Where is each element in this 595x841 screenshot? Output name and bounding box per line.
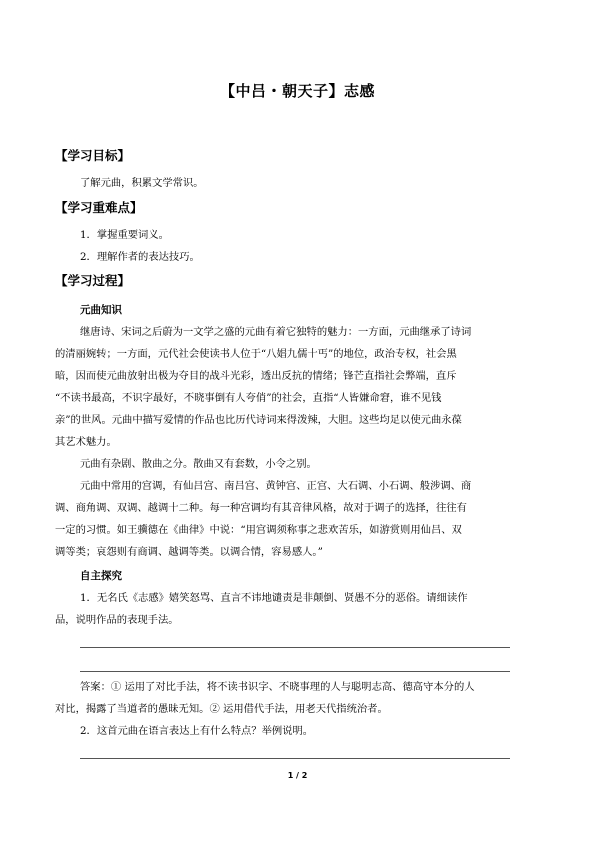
- question-2: 2．这首元曲在语言表达上有什么特点？举例说明。: [80, 725, 314, 737]
- paragraph-line: 继唐诗、宋词之后蔚为一文学之盛的元曲有着它独特的魅力：一方面，元曲继承了诗词: [80, 326, 472, 338]
- page-number: 1 / 2: [287, 771, 308, 780]
- paragraph-line: 亲”的世风。元曲中描写爱情的作品也比历代诗词来得泼辣，大胆。这些均足以使元曲永葆: [55, 414, 462, 426]
- paragraph-line: “不读书最高，不识字最好，不晓事倒有人夸俏”的社会，直指“人皆嫌命窘，谁不见钱: [55, 392, 442, 404]
- key-item-1: 1．掌握重要词义。: [80, 229, 169, 241]
- section-heading-process: 【学习过程】: [55, 273, 131, 288]
- paragraph-line: 的清丽婉转；一方面，元代社会使读书人位于“八娼九儒十丐”的地位，政治专权，社会黑: [55, 348, 457, 360]
- page-title: 【中吕・朝天子】志感: [219, 82, 375, 100]
- answer-blank-line: [80, 647, 510, 648]
- subheading-knowledge: 元曲知识: [80, 304, 122, 316]
- paragraph-line: 其艺术魅力。: [55, 436, 117, 448]
- section-heading-goal: 【学习目标】: [55, 148, 131, 163]
- answer-blank-line: [80, 758, 510, 759]
- subheading-explore: 自主探究: [80, 570, 122, 582]
- paragraph-line: 调等类；哀怨则有商调、越调等类。以调合情，容易感人。”: [55, 546, 323, 558]
- question-1-line: 品，说明作品的表现手法。: [55, 614, 179, 626]
- answer-line: 答案：① 运用了对比手法，将不读书识字、不晓事理的人与聪明志高、德高守本分的人: [80, 681, 475, 693]
- paragraph-line: 元曲中常用的宫调，有仙吕宫、南吕宫、黄钟宫、正宫、大石调、小石调、般涉调、商: [80, 480, 472, 492]
- goal-text: 了解元曲，积累文学常识。: [80, 177, 204, 189]
- paragraph-line: 一定的习惯。如王骥德在《曲律》中说：“用宫调须称事之悲欢苦乐，如游赏则用仙吕、双: [55, 524, 462, 536]
- paragraph-line: 暗，因而使元曲放射出极为夺目的战斗光彩，透出反抗的情绪；锋芒直指社会弊端，直斥: [55, 370, 457, 382]
- key-item-2: 2．理解作者的表达技巧。: [80, 251, 200, 263]
- section-heading-key-points: 【学习重难点】: [55, 200, 143, 215]
- question-1-line: 1．无名氏《志感》嬉笑怒骂、直言不讳地谴责是非颠倒、贤愚不分的恶俗。请细读作: [80, 592, 468, 604]
- paragraph-line: 调、商角调、双调、越调十二种。每一种宫调均有其音律风格，故对于调子的选择，往往有: [55, 502, 467, 514]
- paragraph-line: 元曲有杂剧、散曲之分。散曲又有套数，小令之别。: [80, 458, 317, 470]
- answer-line: 对比，揭露了当道者的愚昧无知。② 运用借代手法，用老天代指统治者。: [55, 703, 388, 715]
- answer-blank-line: [80, 671, 510, 672]
